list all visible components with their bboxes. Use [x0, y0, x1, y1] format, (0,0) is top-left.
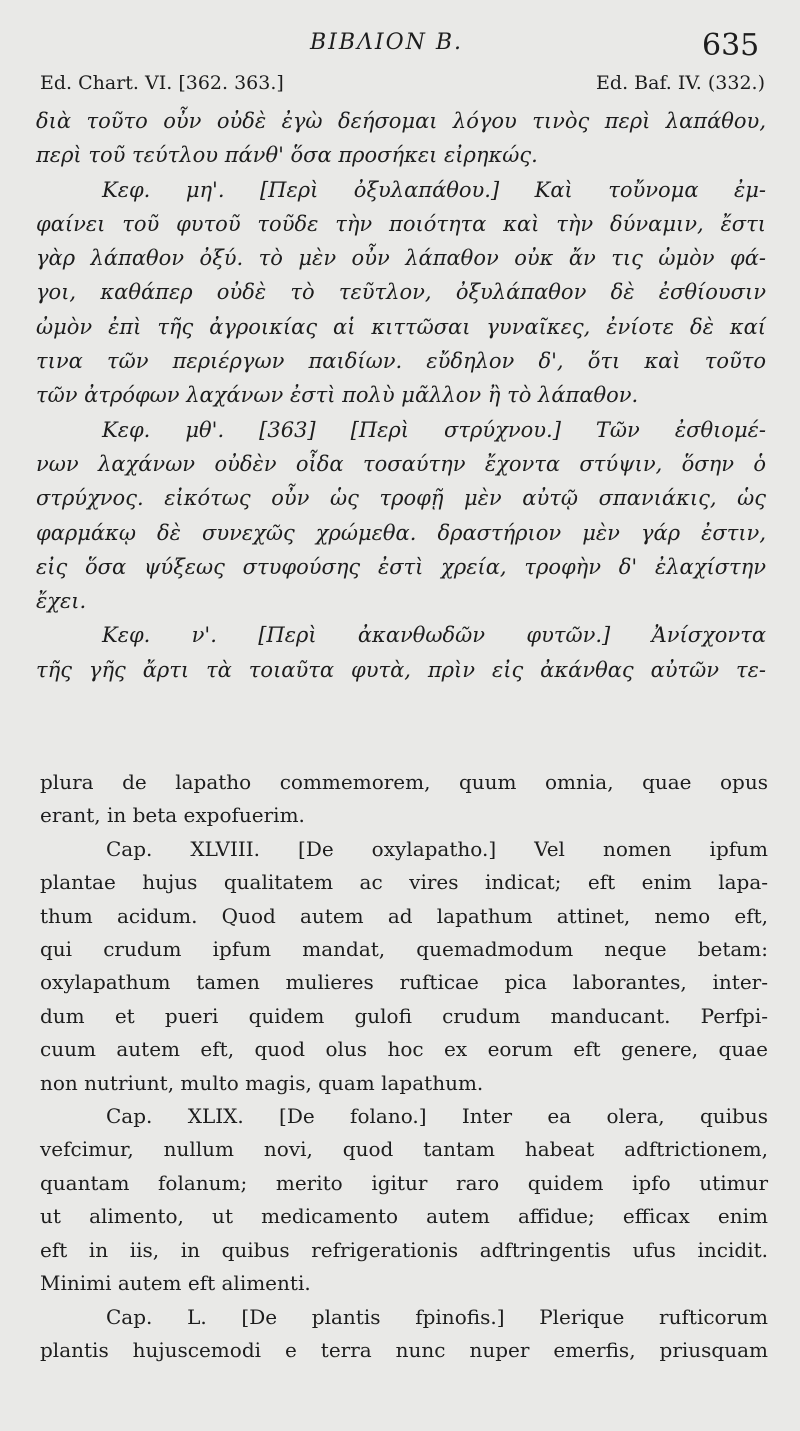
latin-chapter-heading-49: Cap. XLIX. [De folano.] Inter ea olera, quibus [106, 1104, 768, 1129]
edition-reference-line [40, 72, 765, 100]
greek-line: γὰρ λάπαθον ὀξύ. τὸ μὲν οὖν λάπαθον οὐκ ἄν τις ὠμὸν φά- [36, 246, 766, 271]
latin-line: plantis hujuscemodi e terra nunc nuper emerfis, priusquam [40, 1337, 768, 1362]
greek-chapter-heading-49: Κεφ. μθ'. [363] [Περὶ στρύχνου.] Τῶν ἐσθιομέ- [102, 417, 766, 442]
greek-line: ἔχει. [36, 589, 87, 614]
greek-line: τῶν ἀτρόφων λαχάνων ἐστὶ πολὺ μᾶλλον ἢ τὸ λάπαθον. [36, 383, 639, 408]
latin-line: plantae hujus qualitatem ac vires indicat; eft enim lapa- [40, 870, 768, 895]
latin-line: dum et pueri quidem gulofi crudum manducant. Perfpi- [40, 1003, 768, 1028]
greek-line: νων λαχάνων οὐδὲν οἶδα τοσαύτην ἔχοντα στύψιν, ὅσην ὁ [36, 451, 766, 476]
latin-chapter-heading-50: Cap. L. [De plantis fpinofis.] Plerique rufticorum [106, 1304, 768, 1329]
latin-line: erant, in beta expofuerim. [40, 803, 305, 828]
greek-line: τῆς γῆς ἄρτι τὰ τοιαῦτα φυτὰ, πρὶν εἰς ἀκάνθας αὐτῶν τε- [36, 657, 766, 682]
greek-line: στρύχνος. εἰκότως οὖν ὡς τροφῇ μὲν αὐτῷ σπανιάκις, ὡς [36, 486, 766, 511]
latin-line: ut alimento, ut medicamento autem affidue; efficax enim [40, 1204, 768, 1229]
greek-line: ὠμὸν ἐπὶ τῆς ἀγροικίας αἱ κιττῶσαι γυναῖκες, ἐνίοτε δὲ καί [36, 314, 766, 339]
latin-line: thum acidum. Quod autem ad lapathum attinet, nemo eft, [40, 903, 768, 928]
running-header [0, 24, 800, 68]
page-number: 635 [702, 28, 760, 63]
greek-line: φαίνει τοῦ φυτοῦ τοῦδε τὴν ποιότητα καὶ τὴν δύναμιν, ἔστι [36, 211, 766, 236]
latin-line: Minimi autem eft alimenti. [40, 1271, 311, 1296]
latin-line: qui crudum ipfum mandat, quemadmodum neque betam: [40, 937, 768, 962]
running-title: ΒΙΒΛΙΟΝ Β. [310, 30, 464, 55]
edition-reference-chartier: Ed. Chart. VI. [362. 363.] [40, 72, 284, 94]
latin-line: quantam folanum; merito igitur raro quidem ipfo utimur [40, 1170, 768, 1195]
latin-line: non nutriunt, multo magis, quam lapathum. [40, 1070, 484, 1095]
greek-chapter-heading-48: Κεφ. μη'. [Περὶ ὀξυλαπάθου.] Καὶ τοὔνομα ἐμ- [102, 177, 766, 202]
latin-chapter-heading-48: Cap. XLVIII. [De oxylapatho.] Vel nomen ipfum [106, 836, 768, 861]
edition-reference-basel: Ed. Baf. IV. (332.) [596, 72, 765, 94]
greek-line: γοι, καθάπερ οὐδὲ τὸ τεῦτλον, ὀξυλάπαθον δὲ ἐσθίουσιν [36, 280, 766, 305]
latin-line: oxylapathum tamen mulieres rufticae pica laborantes, inter- [40, 970, 768, 995]
latin-line: cuum autem eft, quod olus hoc ex eorum eft genere, quae [40, 1037, 768, 1062]
greek-line: διὰ τοῦτο οὖν οὐδὲ ἐγὼ δεήσομαι λόγου τινὸς περὶ λαπάθου, [36, 109, 766, 133]
latin-line: plura de lapatho commemorem, quum omnia, quae opus [40, 770, 768, 794]
latin-line: vefcimur, nullum novi, quod tantam habeat adftrictionem, [40, 1137, 768, 1162]
greek-line: περὶ τοῦ τεύτλου πάνθ' ὅσα προσήκει εἰρηκώς. [36, 143, 538, 168]
greek-line: εἰς ὅσα ψύξεως στυφούσης ἐστὶ χρεία, τροφὴν δ' ἐλαχίστην [36, 554, 766, 579]
greek-line: τινα τῶν περιέργων παιδίων. εὔδηλον δ', ὅτι καὶ τοῦτο [36, 349, 766, 374]
greek-text-block [36, 104, 766, 687]
latin-text-block [40, 766, 768, 1367]
greek-line: φαρμάκῳ δὲ συνεχῶς χρώμεθα. δραστήριον μὲν γάρ ἐστιν, [36, 520, 766, 545]
latin-line: eft in iis, in quibus refrigerationis adftringentis ufus incidit. [40, 1237, 768, 1262]
greek-chapter-heading-50: Κεφ. ν'. [Περὶ ἀκανθωδῶν φυτῶν.] Ἀνίσχοντα [102, 623, 766, 648]
